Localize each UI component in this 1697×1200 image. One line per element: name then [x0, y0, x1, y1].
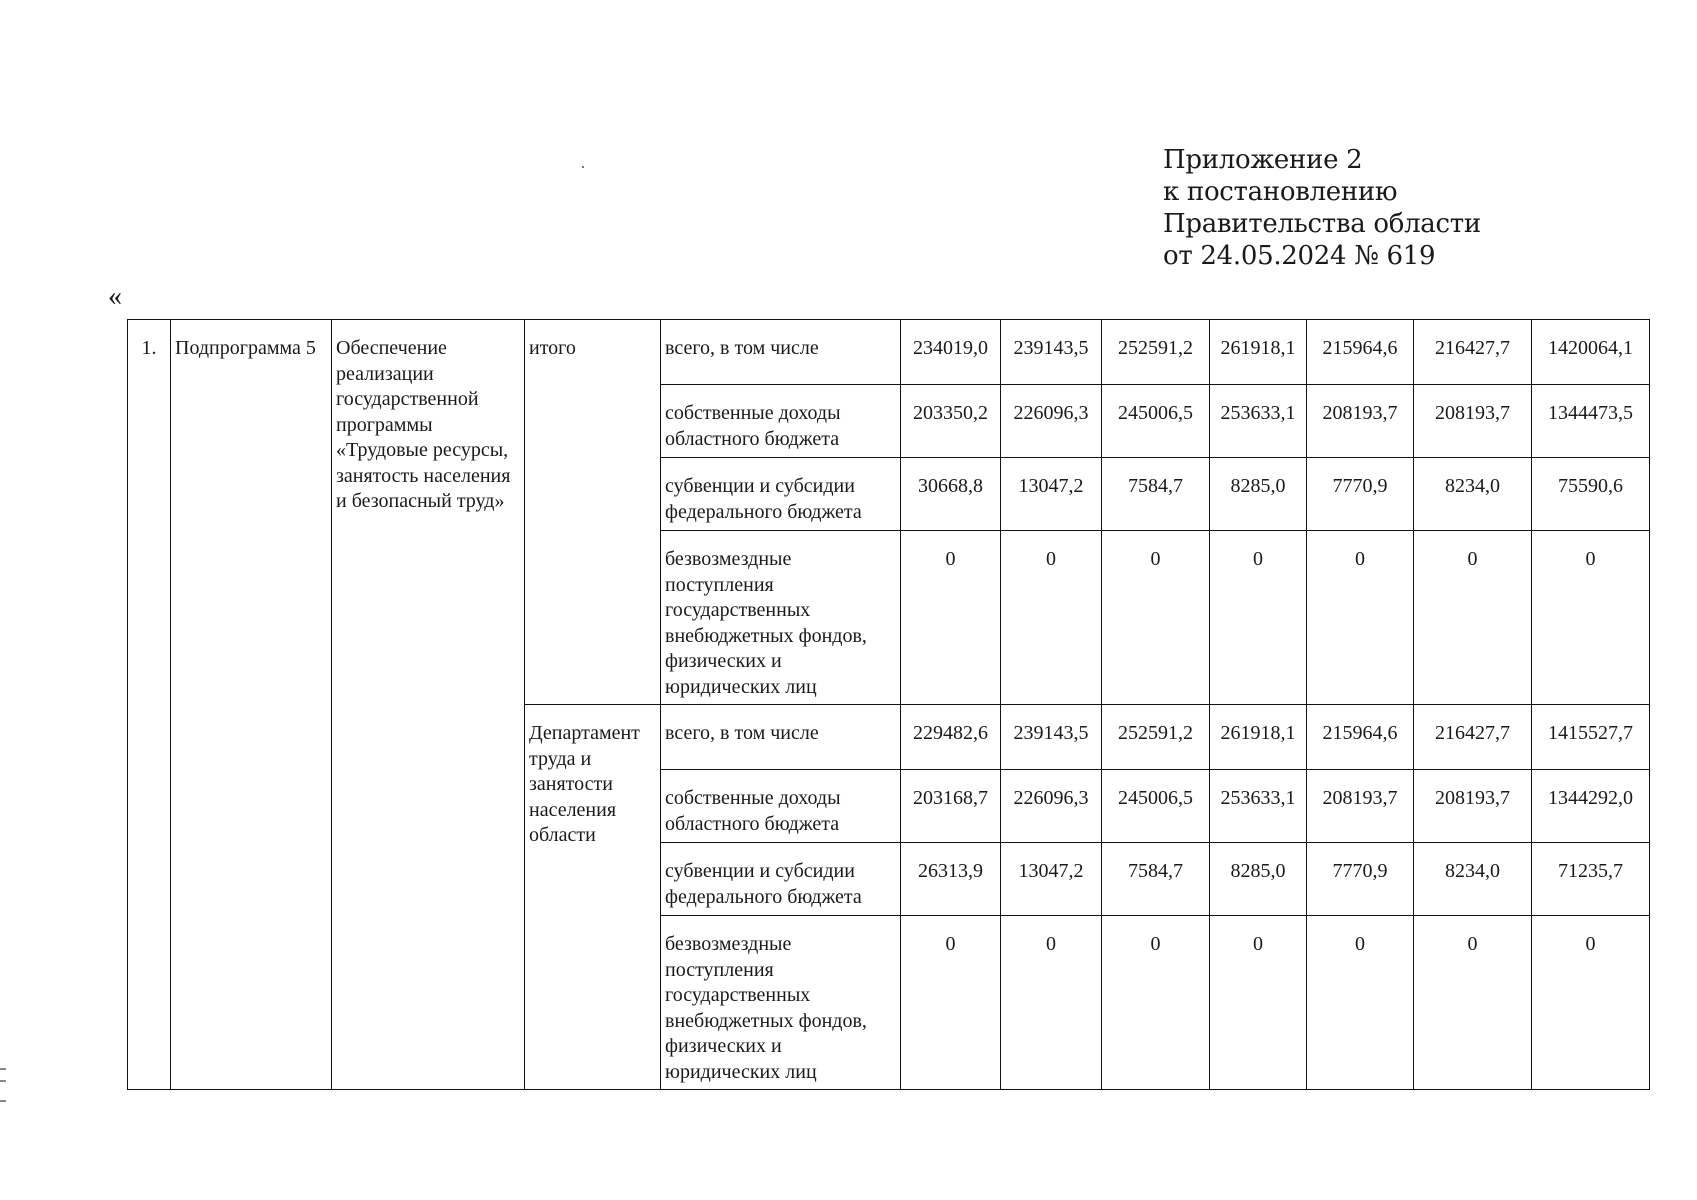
- funding-source-cell: собственные доходы областного бюджета: [661, 385, 901, 458]
- total-value-cell: 0: [1532, 531, 1650, 705]
- year-value-cell: 215964,6: [1307, 705, 1414, 770]
- year-value-cell: 208193,7: [1414, 385, 1532, 458]
- total-value-cell: 1344473,5: [1532, 385, 1650, 458]
- year-value-cell: 0: [1210, 916, 1307, 1090]
- year-value-cell: 239143,5: [1001, 705, 1102, 770]
- year-value-cell: 8234,0: [1414, 458, 1532, 531]
- subprogram-cell: Подпрограмма 5: [171, 320, 332, 1090]
- year-value-cell: 252591,2: [1102, 705, 1210, 770]
- funding-source-cell: всего, в том числе: [661, 320, 901, 385]
- year-value-cell: 8285,0: [1210, 843, 1307, 916]
- scan-edge-marks: [0, 1068, 6, 1102]
- year-value-cell: 0: [901, 531, 1001, 705]
- funding-source-cell: безвозмездные поступления государственных внебюджетных фондов, физических и юридических лиц: [661, 916, 901, 1090]
- funding-source-cell: собственные доходы областного бюджета: [661, 770, 901, 843]
- funding-source-cell: субвенции и субсидии федерального бюджета: [661, 458, 901, 531]
- year-value-cell: 30668,8: [901, 458, 1001, 531]
- year-value-cell: 7770,9: [1307, 843, 1414, 916]
- year-value-cell: 13047,2: [1001, 843, 1102, 916]
- row-number-cell: 1.: [128, 320, 171, 1090]
- year-value-cell: 234019,0: [901, 320, 1001, 385]
- year-value-cell: 208193,7: [1307, 385, 1414, 458]
- year-value-cell: 203168,7: [901, 770, 1001, 843]
- year-value-cell: 7584,7: [1102, 843, 1210, 916]
- year-value-cell: 0: [901, 916, 1001, 1090]
- total-value-cell: 0: [1532, 916, 1650, 1090]
- appendix-authority: Правительства области: [1163, 209, 1481, 239]
- year-value-cell: 26313,9: [901, 843, 1001, 916]
- program-title-cell: Обеспечение реализации государственной программы «Трудовые ресурсы, занятость населения и безопасный труд»: [332, 320, 525, 1090]
- opening-quote: «: [108, 281, 122, 312]
- executor-cell: итого: [525, 320, 661, 705]
- year-value-cell: 8234,0: [1414, 843, 1532, 916]
- appendix-title: Приложение 2: [1163, 145, 1363, 175]
- funding-table-body: [128, 320, 1650, 1090]
- year-value-cell: 0: [1001, 531, 1102, 705]
- funding-source-cell: безвозмездные поступления государственных внебюджетных фондов, физических и юридических лиц: [661, 531, 901, 705]
- year-value-cell: 245006,5: [1102, 385, 1210, 458]
- executor-cell: Департамент труда и занятости населения области: [525, 705, 661, 1090]
- year-value-cell: 253633,1: [1210, 770, 1307, 843]
- year-value-cell: 13047,2: [1001, 458, 1102, 531]
- year-value-cell: 203350,2: [901, 385, 1001, 458]
- year-value-cell: 226096,3: [1001, 770, 1102, 843]
- funding-source-cell: всего, в том числе: [661, 705, 901, 770]
- year-value-cell: 0: [1102, 916, 1210, 1090]
- table-row: [128, 320, 1650, 385]
- year-value-cell: 0: [1307, 916, 1414, 1090]
- year-value-cell: 245006,5: [1102, 770, 1210, 843]
- appendix-header: [1163, 144, 1481, 272]
- appendix-date-number: от 24.05.2024 № 619: [1163, 241, 1436, 271]
- year-value-cell: 253633,1: [1210, 385, 1307, 458]
- year-value-cell: 252591,2: [1102, 320, 1210, 385]
- year-value-cell: 0: [1307, 531, 1414, 705]
- year-value-cell: 0: [1414, 531, 1532, 705]
- funding-table: [127, 319, 1650, 1090]
- year-value-cell: 215964,6: [1307, 320, 1414, 385]
- year-value-cell: 0: [1102, 531, 1210, 705]
- funding-source-cell: субвенции и субсидии федерального бюджета: [661, 843, 901, 916]
- year-value-cell: 208193,7: [1307, 770, 1414, 843]
- year-value-cell: 261918,1: [1210, 320, 1307, 385]
- year-value-cell: 0: [1001, 916, 1102, 1090]
- total-value-cell: 1420064,1: [1532, 320, 1650, 385]
- year-value-cell: 208193,7: [1414, 770, 1532, 843]
- year-value-cell: 7584,7: [1102, 458, 1210, 531]
- year-value-cell: 216427,7: [1414, 705, 1532, 770]
- year-value-cell: 7770,9: [1307, 458, 1414, 531]
- year-value-cell: 226096,3: [1001, 385, 1102, 458]
- appendix-ref-line: к постановлению: [1163, 177, 1398, 207]
- scan-speck: [582, 166, 584, 168]
- total-value-cell: 71235,7: [1532, 843, 1650, 916]
- year-value-cell: 0: [1210, 531, 1307, 705]
- year-value-cell: 216427,7: [1414, 320, 1532, 385]
- year-value-cell: 0: [1414, 916, 1532, 1090]
- total-value-cell: 1415527,7: [1532, 705, 1650, 770]
- year-value-cell: 229482,6: [901, 705, 1001, 770]
- total-value-cell: 75590,6: [1532, 458, 1650, 531]
- year-value-cell: 8285,0: [1210, 458, 1307, 531]
- year-value-cell: 261918,1: [1210, 705, 1307, 770]
- total-value-cell: 1344292,0: [1532, 770, 1650, 843]
- year-value-cell: 239143,5: [1001, 320, 1102, 385]
